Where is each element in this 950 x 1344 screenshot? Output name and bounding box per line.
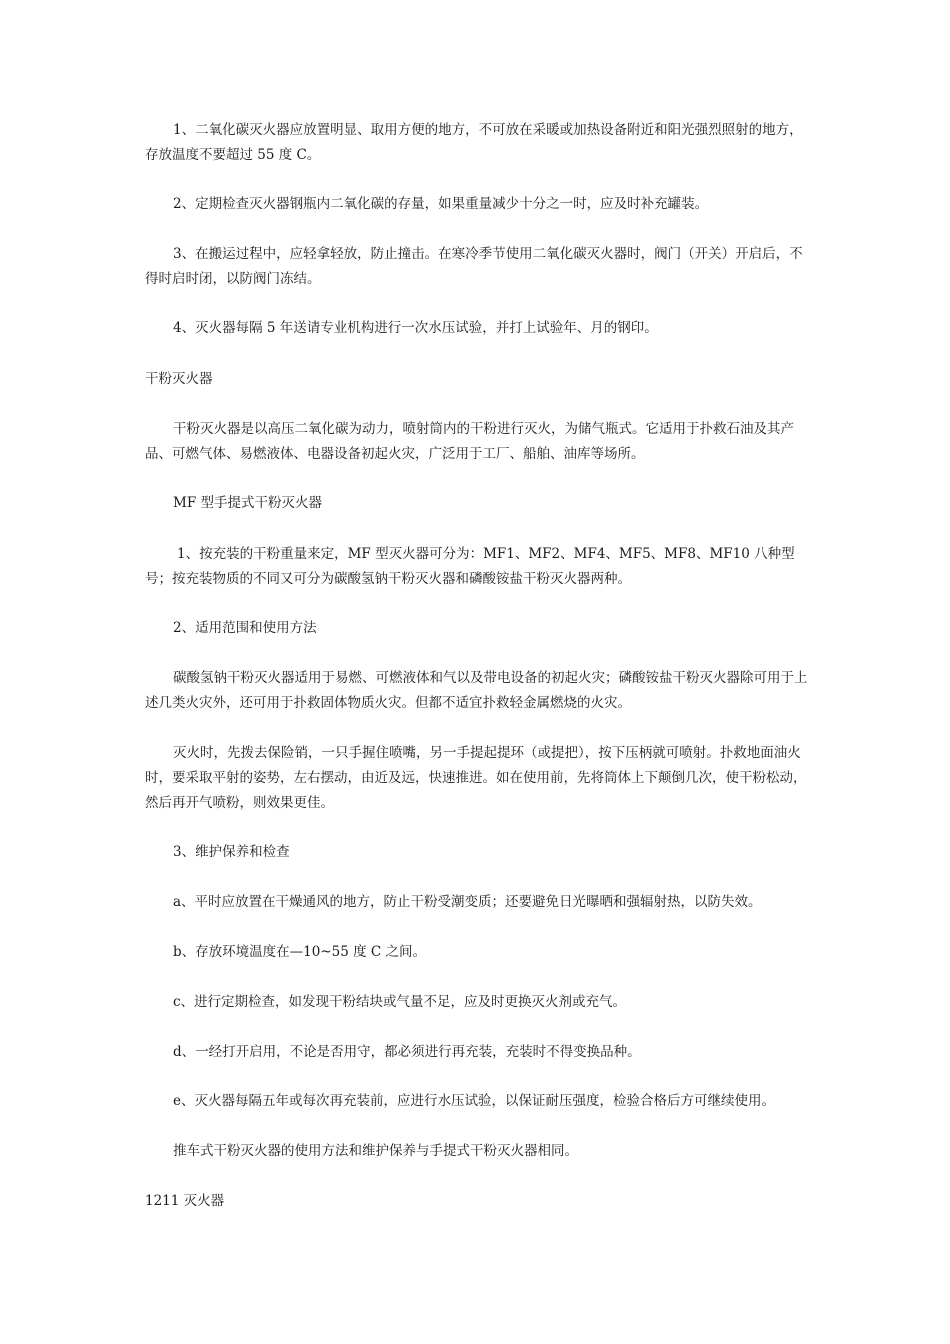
- paragraph-dry-powder-intro: 干粉灭火器是以高压二氧化碳为动力，喷射筒内的干粉进行灭火，为储气瓶式。它适用于扑救石油及其产品、可燃气体、易燃液体、电器设备初起火灾，广泛用于工厂、船舶、油库等场所。: [145, 421, 794, 462]
- paragraph-co2-inspection: 2、定期检查灭火器钢瓶内二氧化碳的存量，如果重量减少十分之一时，应及时补充罐装。: [173, 196, 709, 212]
- paragraph-co2-pressure-test: 4、灭火器每隔 5 年送请专业机构进行一次水压试验，并打上试验年、月的钢印。: [173, 320, 658, 336]
- paragraph-co2-placement: 1、二氧化碳灭火器应放置明显、取用方便的地方，不可放在采暖或加热设备附近和阳光强烈照射的地方，存放温度不要超过 55 度 C。: [145, 122, 803, 163]
- list-item-d: d、一经打开启用，不论是否用守，都必须进行再充装，充装时不得变换品种。: [173, 1044, 641, 1060]
- heading-maintenance: 3、维护保养和检查: [173, 844, 290, 860]
- heading-scope-and-usage: 2、适用范围和使用方法: [173, 620, 317, 636]
- paragraph-mf-models: 1、按充装的干粉重量来定，MF 型灭火器可分为：MF1、MF2、MF4、MF5、MF8、MF10 八种型号；按充装物质的不同又可分为碳酸氢钠干粉灭火器和磷酸铵盐干粉灭火器两种。: [145, 546, 795, 587]
- heading-mf-handheld: MF 型手提式干粉灭火器: [173, 495, 322, 511]
- paragraph-scope: 碳酸氢钠干粉灭火器适用于易燃、可燃液体和气以及带电设备的初起火灾；磷酸铵盐干粉灭火器除可用于上述几类火灾外，还可用于扑救固体物质火灾。但都不适宜扑救轻金属燃烧的火灾。: [145, 670, 808, 711]
- paragraph-co2-transport: 3、在搬运过程中，应轻拿轻放，防止撞击。在寒冷季节使用二氧化碳灭火器时，阀门（开关）开启后，不得时启时闭，以防阀门冻结。: [145, 246, 803, 287]
- paragraph-cart-type: 推车式干粉灭火器的使用方法和维护保养与手提式干粉灭火器相同。: [173, 1143, 578, 1159]
- list-item-e: e、灭火器每隔五年或每次再充装前，应进行水压试验，以保证耐压强度，检验合格后方可继续使用。: [173, 1093, 775, 1109]
- heading-1211: 1211 灭火器: [145, 1193, 225, 1209]
- list-item-b: b、存放环境温度在—10~55 度 C 之间。: [173, 944, 427, 960]
- heading-dry-powder: 干粉灭火器: [145, 371, 213, 387]
- paragraph-usage: 灭火时，先拨去保险销，一只手握住喷嘴，另一手提起提环（或提把），按下压柄就可喷射。扑救地面油火时，要采取平射的姿势，左右摆动，由近及远，快速推进。如在使用前，先将筒体上下颠倒几次，使干粉松动，然后再开气喷粉，则效果更佳。: [145, 745, 807, 811]
- list-item-c: c、进行定期检查，如发现干粉结块或气量不足，应及时更换灭火剂或充气。: [173, 994, 627, 1010]
- list-item-a: a、平时应放置在干燥通风的地方，防止干粉受潮变质；还要避免日光曝晒和强辐射热，以防失效。: [173, 894, 762, 910]
